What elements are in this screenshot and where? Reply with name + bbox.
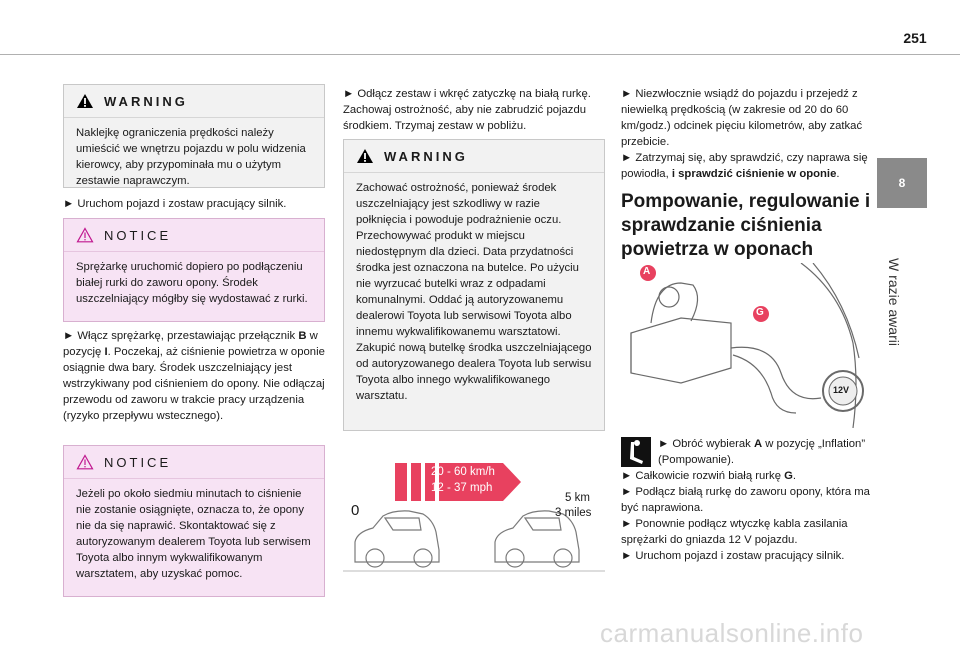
step-text: ► Włącz sprężarkę, przestawiając przełącznik <box>63 330 299 342</box>
chapter-title: W razie awarii <box>886 258 902 346</box>
header-rule <box>0 54 960 55</box>
warning-box-2 <box>343 139 605 431</box>
watermark: carmanualsonline.info <box>600 618 864 648</box>
step-start-engine: ► Uruchom pojazd i zostaw pracujący silnik. <box>63 198 287 210</box>
speed-mph: 12 - 37 mph <box>431 482 493 494</box>
step-selector <box>658 436 873 468</box>
step-compressor <box>63 328 325 424</box>
notice-triangle-icon <box>76 227 94 243</box>
warning-label: WARNING <box>104 93 188 109</box>
warning-box-1 <box>63 84 325 188</box>
step-text: w pozycję <box>63 330 318 358</box>
step-text: . <box>792 470 797 482</box>
step-drive: ► Niezwłocznie wsiądź do pojazdu i przejedź z niewielką prędkością (w zakresie od 20 do 60 km/godz.) odcinek pięciu kilometrów, aby zatkać przebicie. <box>621 88 863 148</box>
step-reconnect-plug: ► Ponownie podłącz wtyczkę kabla zasilania sprężarki do gniazda 12 V pojazdu. <box>621 518 848 546</box>
warning-triangle-icon <box>76 93 94 109</box>
warning-text: Zachować ostrożność, ponieważ środek uszczelniający jest szkodliwy w razie połknięcia i powoduje podrażnienie oczu. Przechowywać produkt w miejscu niedostępnym dla dzieci. Data przydatności środka jest oznaczona na butelce. Po użyciu nie wyrzucać butelki wraz z odpadami komunalnymi. Oddać ją autoryzowanemu dealerowi Toyota lub serwisowi Toyota albo innemu wykwalifikowanemu warsztatowi. Zakupić nową butelkę środka uszczelniającego od autoryzowanego dealera Toyota lub serwisu Toyota albo innego wykwalifikowanego warsztatu. <box>344 172 604 404</box>
warning-triangle-icon <box>356 148 374 164</box>
step-connect-valve: ► Podłącz białą rurkę do zaworu opony, która ma być naprawiona. <box>621 486 870 514</box>
page-number: 251 <box>903 30 927 46</box>
step-text: w pozycję „Inflation” (Pompowanie). <box>658 438 866 466</box>
step-text: ► Zatrzymaj się, aby sprawdzić, czy naprawa się powiodła, <box>621 152 868 180</box>
section-heading: Pompowanie, regulowanie i sprawdzanie ciśnienia powietrza w oponach <box>621 191 871 260</box>
notice-header <box>64 219 324 251</box>
warning-header <box>64 85 324 117</box>
notice-triangle-icon <box>76 454 94 470</box>
notice-header <box>64 446 324 478</box>
step-unroll <box>621 468 873 484</box>
notice-label: NOTICE <box>104 227 172 243</box>
step-start-engine-2: ► Uruchom pojazd i zostaw pracujący silnik. <box>621 550 845 562</box>
notice-text: Sprężarkę uruchomić dopiero po podłączeniu białej rurki do zaworu opony. Środek uszczelniający mógłby się wydostawać z rurki. <box>64 251 324 307</box>
callout-a: A <box>643 266 651 277</box>
step-bold: A <box>753 438 763 450</box>
step-bold: i sprawdzić ciśnienie w oponie <box>671 168 837 180</box>
notice-text: Jeżeli po około siedmiu minutach to ciśnienie nie zostanie osiągnięte, oznacza to, że opony nie da się naprawić. Skontaktować się z autoryzowanym dealerem Toyota lub serwisem Toyota albo innym wykwalifikowanym warsztatem, aby uzyskać pomoc. <box>64 478 324 582</box>
step-bold: G <box>784 470 793 482</box>
compressor-illustration <box>621 263 873 428</box>
chapter-tab[interactable]: 8 <box>877 158 927 208</box>
step-bold: I <box>104 346 108 358</box>
notice-box-2 <box>63 445 325 597</box>
socket-label: 12V <box>833 385 850 395</box>
step-check <box>621 150 873 182</box>
step-text: ► Obróć wybierak <box>658 438 754 450</box>
notice-label: NOTICE <box>104 454 172 470</box>
step-disconnect: ► Odłącz zestaw i wkręć zatyczkę na białą rurkę. Zachowaj ostrożność, aby nie zabrudzić pojazdu środkiem. Trzymaj zestaw w pobliżu. <box>343 88 591 132</box>
callout-g: G <box>756 307 764 318</box>
driving-illustration <box>343 450 605 575</box>
notice-box-1 <box>63 218 325 322</box>
step-text: ► Całkowicie rozwiń białą rurkę <box>621 470 785 482</box>
step-text: . Poczekaj, aż ciśnienie powietrza w oponie osiągnie dwa bary. Środek uszczelniający jest wstrzykiwany pod ciśnieniem do opony. Nie odłączaj przewodu od zaworu w trakcie pracy urządzenia (ryzyko przepływu wstecznego). <box>63 346 325 422</box>
warning-text: Naklejkę ograniczenia prędkości należy umieścić we wnętrzu pojazdu w polu widzenia kierowcy, aby przypominała mu o użytym zestawie naprawczym. <box>64 117 324 189</box>
warning-header <box>344 140 604 172</box>
driving-position-icon <box>621 437 651 467</box>
distance-km: 5 km <box>565 492 590 504</box>
distance-zero: 0 <box>351 502 360 519</box>
warning-label: WARNING <box>384 148 468 164</box>
step-bold: B <box>298 330 307 342</box>
distance-miles: 3 miles <box>555 507 592 519</box>
speed-kmh: 20 - 60 km/h <box>431 466 495 478</box>
step-text: . <box>836 168 840 180</box>
